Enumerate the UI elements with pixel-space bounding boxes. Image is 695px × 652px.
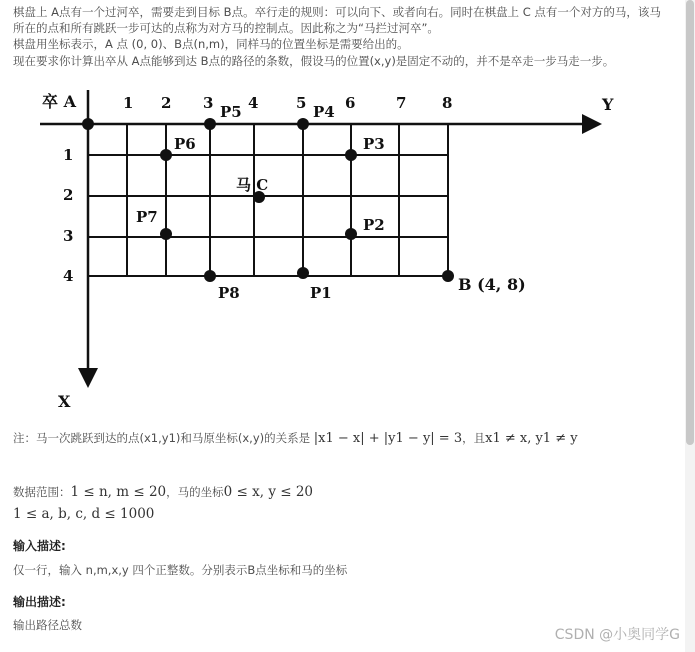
intro-line-4: 现在要求你计算出卒从 A点能够到达 B点的路径的条数，假设马的位置(x,y)是固定不动的，并不是卒走一步马走一步。 [13,54,615,68]
point-p8 [204,270,216,282]
range-formula-2: 0 ≤ x, y ≤ 20 [223,484,314,500]
output-heading: 输出描述: [13,595,66,609]
col-label: 6 [345,94,356,112]
col-label: 5 [296,94,307,112]
point-label: P5 [220,103,242,121]
col-label: 1 [123,94,134,112]
row-label: 4 [63,267,74,285]
note-prefix: 注：马一次跳跃到达的点(x1,y1)和马原坐标(x,y)的关系是 [13,431,314,445]
axis-x-label: X [58,392,71,411]
input-heading: 输入描述: [13,539,66,553]
y-axis-arrow [582,114,602,134]
horse-label: 马 C [236,176,269,194]
note-formula: |x1 − x| + |y1 − y| = 3 [313,431,463,446]
range-formula-3: 1 ≤ a, b, c, d ≤ 1000 [13,506,155,522]
intro-line-3: 棋盘用坐标表示，A 点 (0, 0)、B点(n,m)，同样马的位置坐标是需要给出的。 [13,37,409,51]
note-text [13,430,578,446]
col-label: 2 [161,94,172,112]
axis-y-label: Y [602,95,614,114]
watermark: CSDN @小奥同学G [554,627,680,643]
point-b [442,270,454,282]
point-p4 [297,118,309,130]
point-label: P4 [313,103,335,121]
scrollbar-thumb[interactable] [686,0,694,445]
point-label: P3 [363,135,385,153]
point-label: P6 [174,135,196,153]
col-label: 8 [442,94,453,112]
row-label: 2 [63,186,74,204]
data-range-line-2 [13,503,154,522]
point-p3 [345,149,357,161]
range-prefix: 数据范围： [13,485,71,499]
point-p2 [345,228,357,240]
intro-line-2: 所在的点和所有跳跃一步可达的点称为对方马的控制点。因此称之为“马拦过河卒”。 [13,21,439,35]
col-label: 3 [203,94,214,112]
point-label: P7 [136,208,158,226]
point-a [82,118,94,130]
row-label: 3 [63,227,74,245]
x-axis-arrow [78,368,98,388]
point-p7 [160,228,172,240]
board-grid [88,124,448,276]
data-range-line-1 [13,484,313,500]
point-label: P2 [363,216,385,234]
output-text: 输出路径总数 [13,618,82,632]
point-p6 [160,149,172,161]
axes [40,90,602,388]
corner-label: 卒 A [42,92,76,111]
col-label: 4 [248,94,259,112]
b-label: B (4, 8) [458,275,526,294]
note-mid: ，且 [462,431,486,445]
range-formula-1: 1 ≤ n, m ≤ 20 [70,484,167,500]
scrollbar-track[interactable] [685,0,695,652]
note-formula-2: x1 ≠ x, y1 ≠ y [485,431,578,446]
point-label: P1 [310,284,332,302]
intro-line-1: 棋盘上 A点有一个过河卒，需要走到目标 B点。卒行走的规则：可以向下、或者向右。同时在棋盘上 C 点有一个对方的马，该马 [13,5,661,19]
point-label: P8 [218,284,240,302]
row-label: 1 [63,146,74,164]
chessboard-diagram [30,80,614,415]
range-mid: ，马的坐标 [166,485,224,499]
input-text: 仅一行，输入 n,m,x,y 四个正整数。分别表示B点坐标和马的坐标 [13,563,348,577]
col-label: 7 [396,94,407,112]
point-p5 [204,118,216,130]
point-p1 [297,267,309,279]
